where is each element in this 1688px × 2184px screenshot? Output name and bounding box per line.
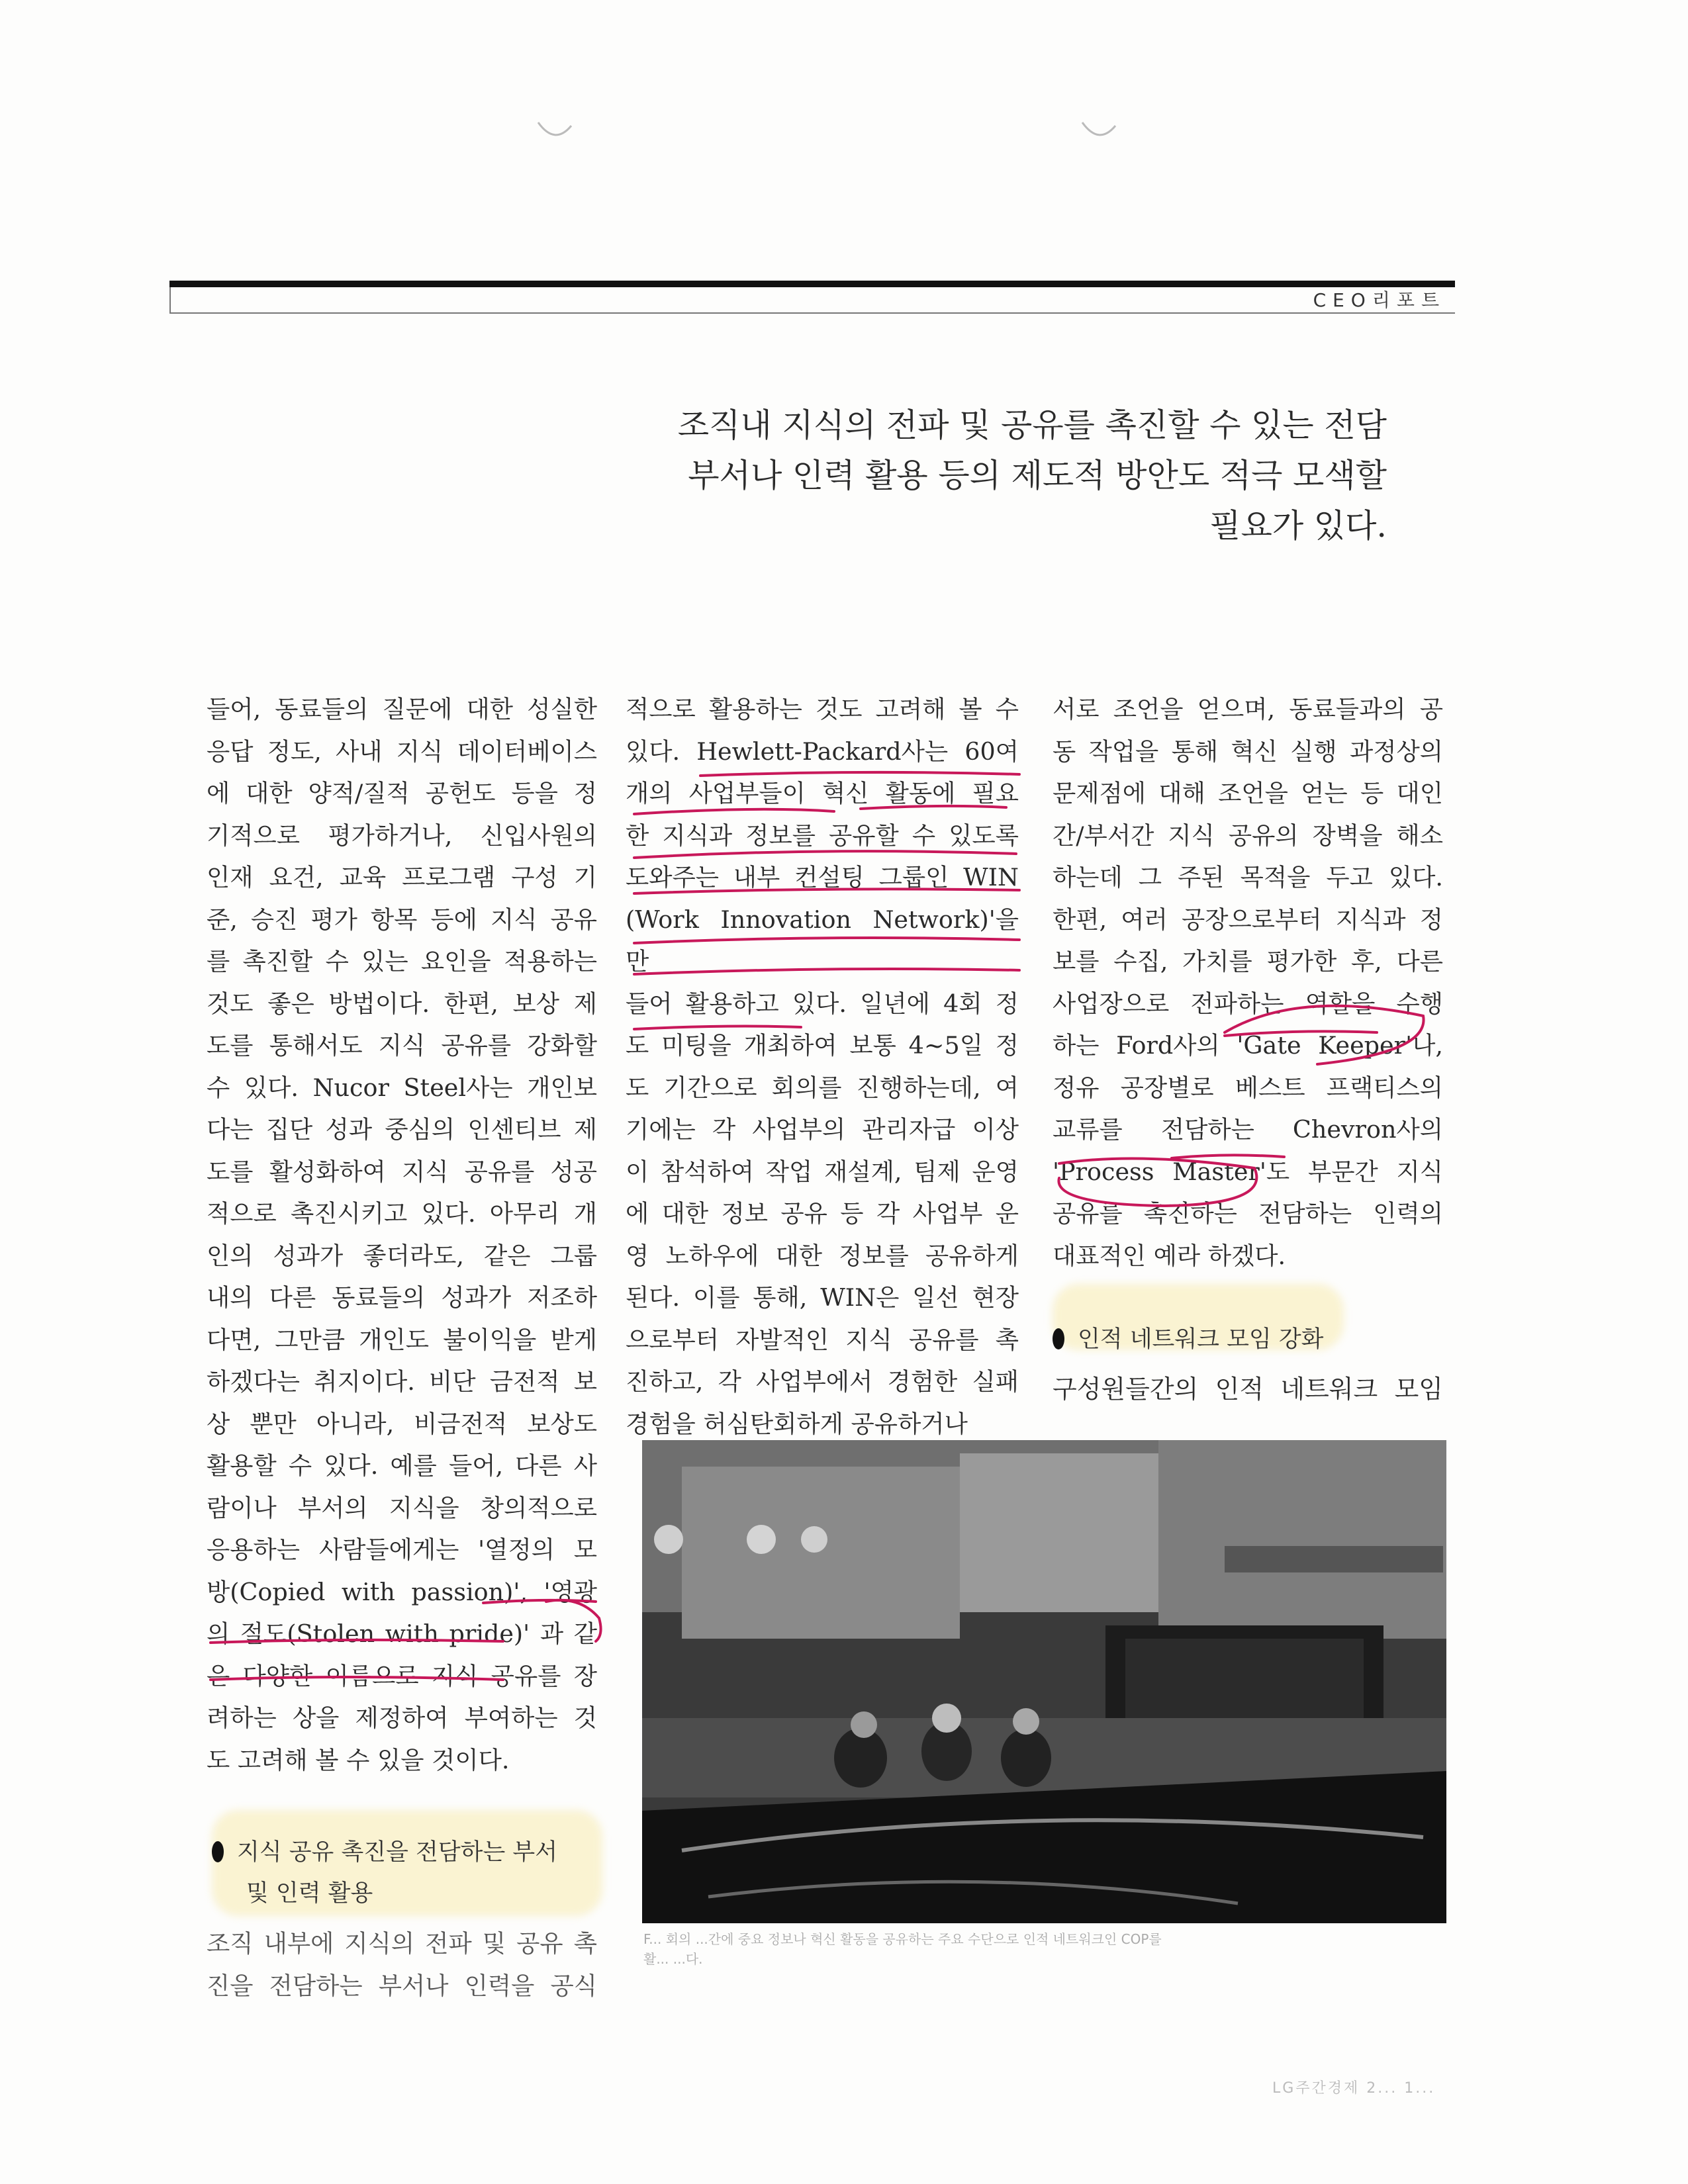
body-line: 수 있다. Nucor Steel사는 개인보: [207, 1073, 597, 1102]
header-rule-thin: [169, 312, 1455, 314]
body-line: 조직 내부에 지식의 전파 및 공유 촉: [207, 1929, 597, 1958]
section-heading-cont: 및 인력 활용: [246, 1880, 373, 1907]
body-line: 으로부터 자발적인 지식 공유를 촉: [626, 1325, 1019, 1354]
body-line: 상 뿐만 아니라, 비금전적 보상도: [207, 1409, 597, 1438]
body-line: 진을 전담하는 부서나 인력을 공식: [207, 1971, 597, 2000]
pull-quote-line: 부서나 인력 활용 등의 제도적 방안도 적극 모색할: [688, 457, 1387, 494]
header-rule: [169, 281, 1455, 287]
body-line: 응용하는 사람들에게는 '열정의 모: [207, 1535, 597, 1564]
body-line: 간/부서간 지식 공유의 장벽을 해소: [1053, 821, 1443, 850]
body-line: 도를 활성화하여 지식 공유를 성공: [207, 1157, 597, 1186]
photo-caption: [643, 1929, 1444, 1969]
column-3-tail: 구성원들간의 인적 네트워크 모임: [1053, 1375, 1443, 1404]
body-line: 교류를 전담하는 Chevron사의: [1053, 1115, 1443, 1144]
body-line: 적으로 활용하는 것도 고려해 볼 수: [626, 695, 1019, 723]
body-line: 경험을 허심탄회하게 공유하거나: [626, 1409, 968, 1438]
body-line: 하는 Ford사의 'Gate Keeper'나,: [1053, 1031, 1443, 1060]
body-line: 은 다양한 이름으로 지식 공유를 장: [207, 1661, 597, 1690]
body-line: 응답 정도, 사내 지식 데이터베이스: [207, 737, 597, 766]
column-2: [626, 688, 1019, 1445]
punch-mark: [1079, 119, 1119, 146]
body-line: 한 지식과 정보를 공유할 수 있도록: [626, 821, 1019, 850]
body-line: 도를 통해서도 지식 공유를 강화할: [207, 1031, 597, 1060]
body-line: 보를 수집, 가치를 평가한 후, 다른: [1053, 947, 1443, 976]
body-line: 개의 사업부들이 혁신 활동에 필요: [626, 779, 1019, 807]
body-line: 인의 성과가 좋더라도, 같은 그룹: [207, 1241, 597, 1270]
body-line: 영 노하우에 대한 정보를 공유하게: [626, 1241, 1019, 1270]
body-line: 도 고려해 볼 수 있을 것이다.: [207, 1745, 510, 1774]
body-line: 기적으로 평가하거나, 신입사원의: [207, 821, 597, 850]
body-line: 정유 공장별로 베스트 프랙티스의: [1053, 1073, 1443, 1102]
section-tag: CEO리포트: [1313, 289, 1446, 311]
meeting-room-image: [642, 1440, 1446, 1923]
body-line: 람이나 부서의 지식을 창의적으로: [207, 1493, 597, 1522]
body-line: 에 대한 양적/질적 공헌도 등을 정: [207, 779, 597, 807]
body-line: 하겠다는 취지이다. 비단 금전적 보: [207, 1367, 597, 1396]
body-line: 한편, 여러 공장으로부터 지식과 정: [1053, 905, 1443, 934]
body-line: 준, 승진 평가 항목 등에 지식 공유: [207, 905, 597, 934]
body-line: 활용할 수 있다. 예를 들어, 다른 사: [207, 1451, 597, 1480]
body-line: 들어 활용하고 있다. 일년에 4회 정: [626, 989, 1019, 1018]
column-1: [207, 688, 597, 1781]
section-heading: [1053, 1320, 1323, 1359]
body-line: 된다. 이를 통해, WIN은 일선 현장: [626, 1283, 1019, 1312]
body-line: 기에는 각 사업부의 관리자급 이상: [626, 1115, 1019, 1144]
body-line: 것도 좋은 방법이다. 한편, 보상 제: [207, 989, 597, 1018]
body-line: 공유를 촉진하는 전담하는 인력의: [1053, 1199, 1443, 1228]
body-line: 도 미팅을 개최하여 보통 4~5일 정: [626, 1031, 1019, 1060]
heading-text: 인적 네트워크 모임 강화: [1078, 1326, 1324, 1353]
body-line: 의 절도(Stolen with pride)' 과 같: [207, 1619, 597, 1648]
body-line: 도 기간으로 회의를 진행하는데, 여: [626, 1073, 1019, 1102]
column-3: [1053, 688, 1443, 1277]
body-line: 방(Copied with passion)', '영광: [207, 1577, 597, 1606]
body-line: 하는데 그 주된 목적을 두고 있다.: [1053, 863, 1443, 891]
body-line: 내의 다른 동료들의 성과가 저조하: [207, 1283, 597, 1312]
caption-line: 활... ...다.: [643, 1951, 703, 1967]
body-line: 대표적인 예라 하겠다.: [1053, 1241, 1286, 1270]
punch-mark: [535, 119, 575, 146]
body-line: 인재 요건, 교육 프로그램 구성 기: [207, 863, 597, 891]
body-line: 있다. Hewlett-Packard사는 60여: [626, 737, 1019, 766]
body-line: 들어, 동료들의 질문에 대한 성실한: [207, 695, 597, 723]
body-line: (Work Innovation Network)'을 만: [626, 905, 1019, 976]
column-1-tail: [207, 1923, 597, 2007]
body-line: 에 대한 정보 공유 등 각 사업부 운: [626, 1199, 1019, 1228]
body-line: 진하고, 각 사업부에서 경험한 실패: [626, 1367, 1019, 1396]
body-line: 동 작업을 통해 혁신 실행 과정상의: [1053, 737, 1443, 766]
body-line: 다면, 그만큼 개인도 불이익을 받게: [207, 1325, 597, 1354]
body-line: 이 참석하여 작업 재설계, 팀제 운영: [626, 1157, 1019, 1186]
body-line: 도와주는 내부 컨설팅 그룹인 WIN: [626, 863, 1019, 891]
meeting-photo: [642, 1440, 1446, 1923]
body-line: 적으로 촉진시키고 있다. 아무리 개: [207, 1199, 597, 1228]
caption-line: F... 회의 ...간에 중요 정보나 혁신 활동을 공유하는 주요 수단으로 인적 네트워크인 COP를: [643, 1931, 1162, 1947]
pull-quote-line: 필요가 있다.: [1209, 507, 1387, 545]
body-line: 다는 집단 성과 중심의 인센티브 제: [207, 1115, 597, 1144]
page-footer: LG주간경제 2... 1...: [1272, 2080, 1436, 2097]
section-heading: [212, 1833, 609, 1872]
bullet-icon: [1053, 1328, 1064, 1349]
body-line: 문제점에 대해 조언을 얻는 등 대인: [1053, 779, 1443, 807]
body-line: 'Process Master'도 부문간 지식: [1053, 1157, 1443, 1186]
pull-quote-line: 조직내 지식의 전파 및 공유를 촉진할 수 있는 전담: [677, 406, 1387, 444]
body-line: 사업장으로 전파하는 역할을 수행: [1053, 989, 1443, 1018]
body-line: 려하는 상을 제정하여 부여하는 것: [207, 1704, 597, 1732]
body-line: 서로 조언을 얻으며, 동료들과의 공: [1053, 695, 1443, 723]
header-rule-left: [169, 287, 171, 314]
body-line: 를 촉진할 수 있는 요인을 적용하는: [207, 947, 597, 976]
pull-quote: [635, 400, 1387, 551]
bullet-icon: [212, 1841, 224, 1862]
heading-text: 지식 공유 촉진을 전담하는 부서: [237, 1839, 558, 1866]
